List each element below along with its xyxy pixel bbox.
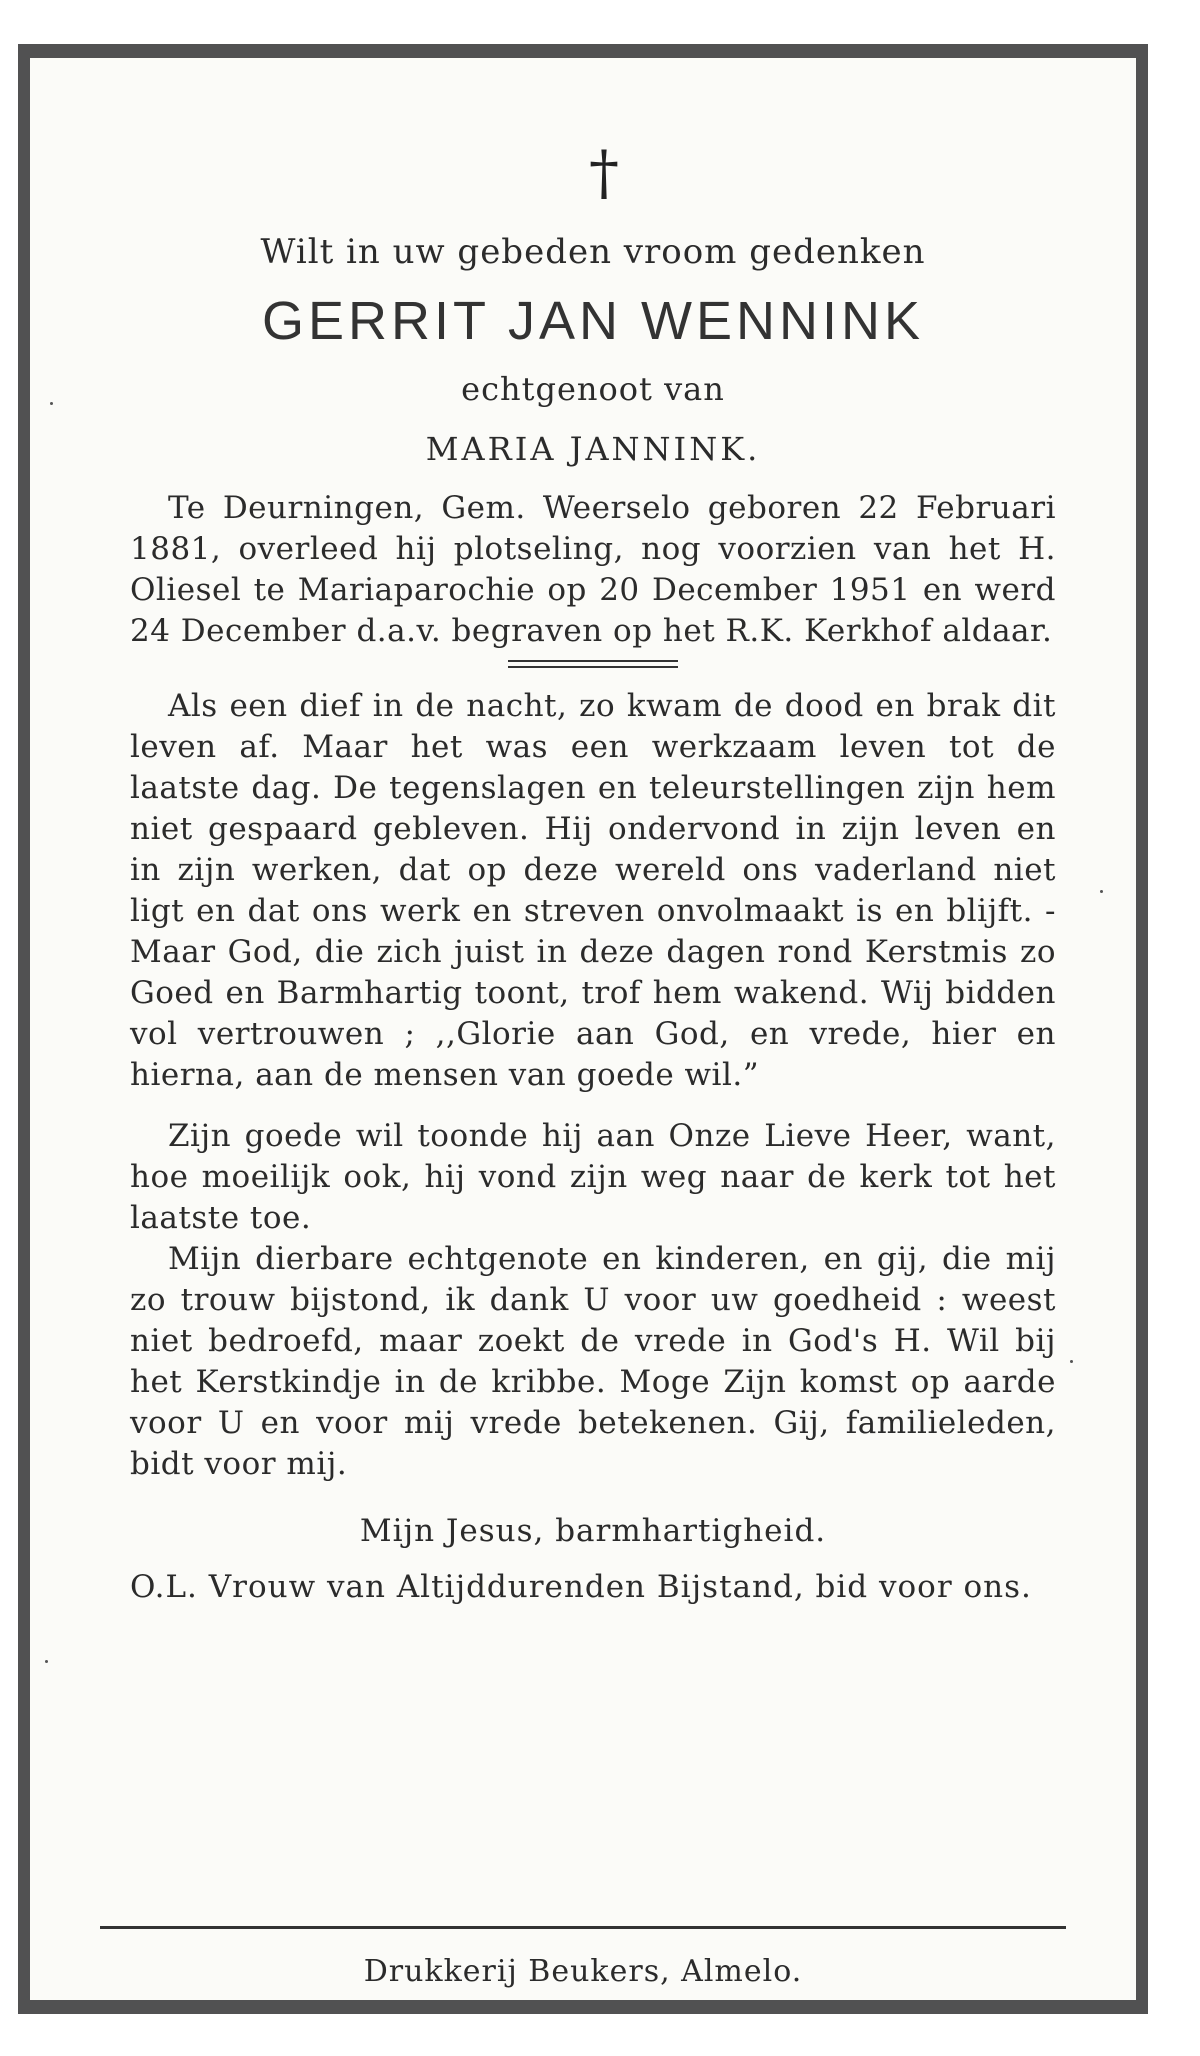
scan-speck	[50, 402, 53, 405]
card-inner	[30, 58, 1136, 2000]
memorial-card	[18, 44, 1148, 2014]
paragraph-2: Zijn goede wil toonde hij aan Onze Lieve Heer, want, hoe moeilijk ook, hij vond zijn weg naar de kerk tot het laatste toe.	[130, 1118, 1056, 1236]
short-divider	[508, 660, 678, 668]
intro-text: Wilt in uw gebeden vroom gedenken	[260, 232, 926, 272]
spouse-label: echtgenoot van	[461, 370, 725, 408]
prayer-jesus: Mijn Jesus, barmhartigheid.	[359, 1513, 827, 1549]
card-content	[130, 138, 1056, 1608]
printer-credit: Drukkerij Beukers, Almelo.	[363, 1954, 803, 1989]
bottom-divider	[100, 1926, 1066, 1929]
deceased-name: GERRIT JAN WENNINK	[261, 291, 925, 351]
paragraph-3: Mijn dierbare echtgenote en kinderen, en gij, die mij zo trouw bijstond, ik dank U voor uw goedheid : weest niet bedroefd, maar zoekt de vrede in God's H. Wil bij het Kerstkindje in de kribbe. Moge Zijn komst op aarde voor U en voor mij vrede betekenen. Gij, familieleden, bidt voor mij.	[130, 1241, 1056, 1482]
cross-icon: †	[589, 138, 619, 208]
spouse-name: MARIA JANNINK.	[425, 430, 761, 468]
scan-speck	[1070, 1360, 1073, 1363]
prayer-mary: O.L. Vrouw van Altijddurenden Bijstand, bid voor ons.	[130, 1569, 1032, 1605]
scan-speck	[1100, 890, 1103, 893]
paragraph-1: Als een dief in de nacht, zo kwam de dood en brak dit leven af. Maar het was een werkzaam leven tot de laatste dag. De tegenslagen en teleurstellingen zijn hem niet gespaard gebleven. Hij ondervond in zijn leven en in zijn werken, dat op deze wereld ons vaderland niet ligt en dat ons werk en streven onvolmaakt is en blijft. - Maar God, die zich juist in deze dagen rond Kerstmis zo Goed en Barmhartig toont, trof hem wakend. Wij bidden vol vertrouwen ; ,,Glorie aan God, en vrede, hier en hierna, aan de mensen van goede wil.”	[130, 688, 1056, 1093]
biography-text: Te Deurningen, Gem. Weerselo geboren 22 Februari 1881, overleed hij plotseling, nog voorzien van het H. Oliesel te Mariaparochie op 20 December 1951 en werd 24 December d.a.v. begraven op het R.K. Kerkhof aldaar.	[130, 490, 1056, 649]
scan-speck	[45, 1660, 48, 1663]
